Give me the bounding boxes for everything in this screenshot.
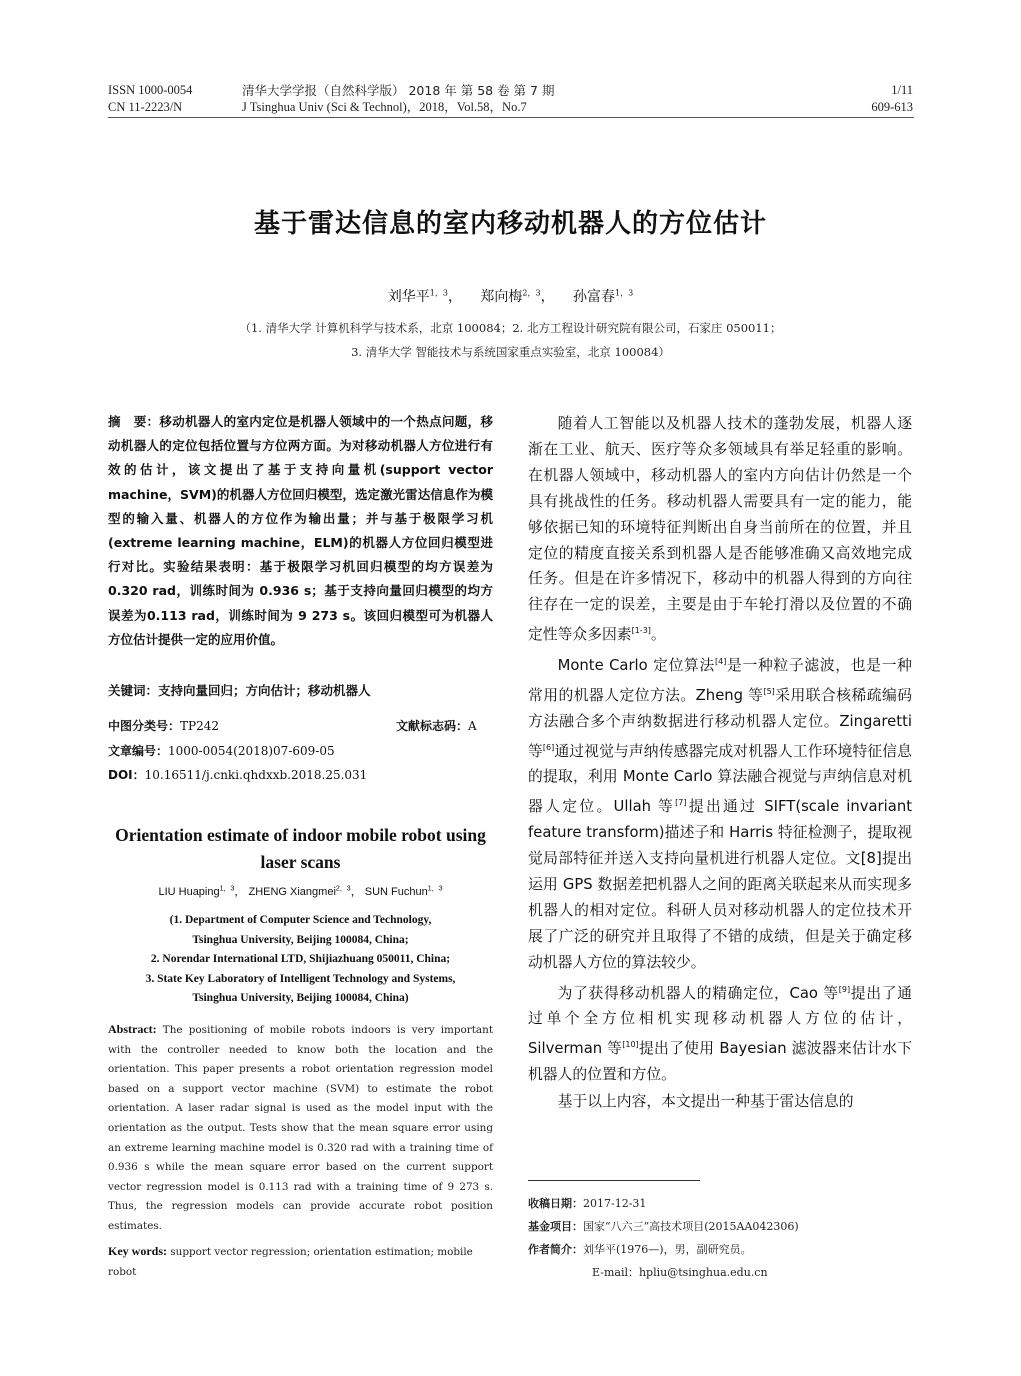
author-name: 孙富春: [573, 289, 616, 305]
paper-title-en: Orientation estimate of indoor mobile robot using laser scans: [115, 825, 486, 872]
classification-label: 中图分类号：: [108, 719, 181, 733]
received-value: 2017-12-31: [583, 1197, 647, 1210]
citation: [6]: [542, 742, 555, 752]
affiliation-line-en: 3. State Key Laboratory of Intelligent Technology and Systems,: [145, 972, 456, 985]
cn-number: CN 11-2223/N: [108, 100, 183, 114]
doi-label: DOI：: [108, 768, 145, 782]
header-rule: [108, 117, 914, 118]
page-fraction: 1/11: [891, 83, 913, 97]
doi: [108, 766, 367, 783]
affiliation-line-en: (1. Department of Computer Science and Technology,: [169, 914, 432, 926]
body-paragraph-text: 提出了使用 Bayesian 滤波器来估计水下机器人的位置和方位。: [528, 1040, 912, 1084]
footnote-rule: [528, 1180, 700, 1181]
body-paragraph-text: 为了获得移动机器人的精确定位，Cao 等: [557, 984, 839, 1002]
author-bio: [528, 1239, 912, 1262]
author-affil-mark: 1，3: [429, 288, 448, 298]
author-name-en: LIU Huaping: [158, 886, 220, 898]
paper-title-cn: 基于雷达信息的室内移动机器人的方位估计: [253, 209, 767, 239]
citation: [7]: [675, 798, 687, 808]
affiliation-line: 3. 清华大学 智能技术与系统国家重点实验室，北京 100084）: [351, 345, 670, 359]
body-paragraph-text: 通过视觉与声纳传感器完成对机器人工作环境特征信息的提取，利用 Monte Carlo 算法融合视觉与声纳信息对机器人定位。Ullah 等: [528, 742, 912, 816]
body-text: [528, 411, 912, 1115]
body-paragraph: 基于以上内容，本文提出一种基于雷达信息的: [557, 1093, 854, 1111]
author-name-en: ZHENG Xiangmei: [248, 886, 336, 898]
abstract-en-text: The positioning of mobile robots indoors is very important with the controller needed to know both the location and the orientation. This paper presents a robot orientation regression model based on a support vector machine (SVM) to estimate the robot orientation. A laser radar signal is used as the model input with the orientation as the output. Tests show that the mean square error using an extreme learning machine model is 0.320 rad with a training time of 0.936 s while the mean square error based on the current support vector regression model is 0.113 rad with a training time of 9 273 s. Thus, the regression models can provide accurate robot position estimates.: [108, 1024, 493, 1232]
keywords-en-text: support vector regression; orientation estimation; mobile robot: [108, 1246, 473, 1278]
author-affil-mark: 1，3: [219, 885, 235, 893]
page-range: 609-613: [871, 100, 913, 114]
author-list-en: LIU Huaping$^{1,3}$， ZHENG Xiangmei$^{2,3}$， SUN Fuchun$^{1,3}$: [158, 885, 443, 898]
classification-value: TP242: [180, 719, 219, 733]
abstract-cn-label: 摘 要：: [108, 414, 160, 429]
keywords-cn-text: 支持向量回归；方向估计；移动机器人: [158, 683, 371, 698]
author-affil-mark: 1，3: [427, 885, 443, 893]
author-name-en: SUN Fuchun: [364, 886, 428, 898]
body-paragraph: [528, 411, 912, 648]
doc-code-label: 文献标志码：: [396, 719, 469, 733]
citation: [5]: [763, 686, 775, 696]
body-paragraph-text: 提出通过 SIFT(scale invariant feature transform)描述子和 Harris 特征检测子，提取视觉局部特征并送入支持向量机进行机器人定位。文[8]提出运用 GPS 数据差把机器人之间的距离关联起来从而实现多机器人的相对定位。科研人员对移动机器人的定位技术开展了广泛的研究并且取得了不错的成绩，但是关于确定移动机器人方位的算法较少。: [528, 798, 912, 971]
body-paragraph-text: 提出了通过单个全方位相机实现移动机器人方位的估计，Silverman 等: [528, 984, 912, 1058]
citation: [4]: [714, 657, 727, 667]
received-label: 收稿日期：: [528, 1197, 583, 1210]
author-affil-mark: 1，3: [615, 288, 634, 298]
article-no-value: 1000-0054(2018)07-609-05: [168, 744, 335, 758]
abstract-en: [108, 1020, 493, 1237]
affiliations-en: [108, 911, 493, 1009]
affiliation-line: （1. 清华大学 计算机科学与技术系，北京 100084；2. 北方工程设计研究院有限公司，石家庄 050011；: [239, 321, 782, 335]
affiliation-line-en: Tsinghua University, Beijing 100084, China): [192, 992, 409, 1004]
journal-name-en: J Tsinghua Univ (Sci & Technol)，2018，Vol.58，No.7: [242, 100, 527, 114]
citation: [10]: [622, 1040, 639, 1050]
author-name: 郑向梅: [480, 289, 523, 305]
author-separator: ，: [447, 289, 462, 305]
abstract-cn-text: 移动机器人的室内定位是机器人领域中的一个热点问题，移动机器人的定位包括位置与方位两方面。为对移动机器人方位进行有效的估计，该文提出了基于支持向量机(support vector machine，SVM)的机器人方位回归模型，选定激光雷达信息作为模型的输入量、机器人的方位作为输出量；并与基于极限学习机(extreme learning machine，ELM)的机器人方位回归模型进行对比。实验结果表明：基于极限学习机回归模型的均方误差为 0.320 rad，训练时间为 0.936 s；基于支持向量回归模型的均方误差为0.113 rad，训练时间为 9 273 s。该回归模型可为机器人方位估计提供一定的应用价值。: [108, 414, 493, 647]
affiliation-line-en: 2. Norendar International LTD, Shijiazhuang 050011, China;: [150, 953, 451, 965]
issn: ISSN 1000-0054: [108, 83, 193, 97]
keywords-cn: [108, 681, 493, 699]
article-no-label: 文章编号：: [108, 744, 169, 758]
keywords-en: [108, 1242, 493, 1282]
author-affil-mark: 2，3: [522, 288, 541, 298]
abstract-en-label: Abstract:: [108, 1022, 157, 1036]
author-name: 刘华平: [387, 289, 430, 305]
author-email: E-mail：hpliu@tsinghua.edu.cn: [592, 1266, 768, 1279]
affiliation-line-en: Tsinghua University, Beijing 100084, China;: [192, 933, 409, 946]
author-list-cn: [0, 286, 1021, 306]
citation: [9]: [838, 984, 851, 994]
author-separator: ，: [540, 289, 555, 305]
journal-name-cn: 清华大学学报（自然科学版） 2018 年 第 58 卷 第 7 期: [242, 83, 555, 98]
abstract-cn: [108, 410, 493, 652]
author-bio-label: 作者简介：: [528, 1243, 583, 1256]
received-date: [528, 1193, 912, 1216]
body-paragraph-text: 随着人工智能以及机器人技术的蓬勃发展，机器人逐渐在工业、航天、医疗等众多领域具有举足轻重的影响。在机器人领域中，移动机器人的室内方向估计仍然是一个具有挑战性的任务。移动机器人需要具有一定的能力，能够依据已知的环境特征判断出自身当前所在的位置，并且定位的精度直接关系到机器人是否能够准确又高效地完成任务。但是在许多情况下，移动中的机器人得到的方向往往存在一定的误差，主要是由于车轮打滑以及位置的不确定性等众多因素: [528, 415, 912, 644]
fund-label: 基金项目：: [528, 1220, 583, 1233]
body-paragraph: [528, 649, 912, 976]
document-code: [396, 717, 477, 734]
citation: [1-3]: [631, 626, 651, 636]
body-paragraph-text: 是一种粒子滤波，也是一种常用的机器人定位方法。Zheng 等: [528, 657, 912, 704]
body-paragraph-text: Monte Carlo 定位算法: [557, 657, 715, 674]
doc-code-value: A: [468, 719, 477, 733]
author-affil-mark: 2，3: [335, 885, 351, 893]
body-paragraph: [528, 977, 912, 1088]
body-paragraph-text: 。: [650, 626, 666, 644]
fund-project: [528, 1216, 912, 1239]
keywords-cn-label: 关键词：: [108, 683, 159, 698]
doi-value: 10.16511/j.cnki.qhdxxb.2018.25.031: [144, 768, 368, 782]
body-paragraph-text: 采用联合核稀疏编码方法融合多个声纳数据进行移动机器人定位。Zingaretti 等: [528, 686, 912, 760]
article-number: [108, 742, 335, 759]
author-bio-value: 刘华平(1976—)，男，副研究员。: [583, 1243, 752, 1256]
keywords-en-label: Key words:: [108, 1244, 167, 1258]
classification-number: [108, 717, 219, 734]
fund-value: 国家“八六三”高技术项目(2015AA042306): [583, 1220, 799, 1233]
